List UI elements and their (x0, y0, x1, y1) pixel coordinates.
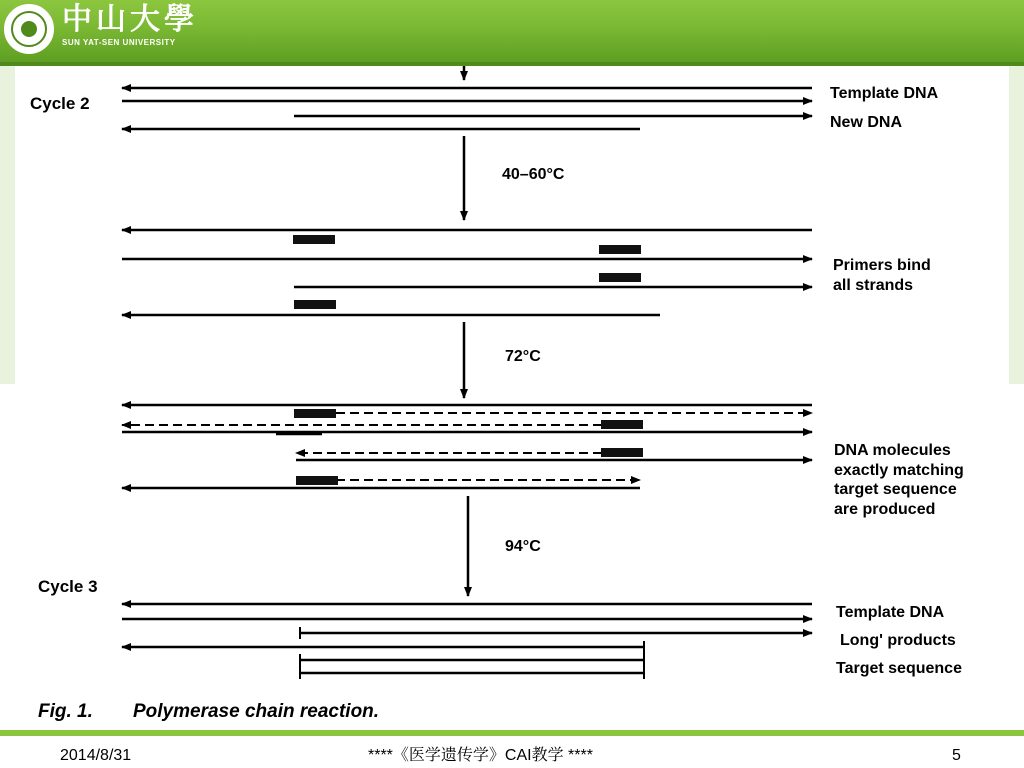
logo-name: 中山大學 (62, 2, 198, 37)
label-exactly-matching: exactly matching (834, 462, 964, 479)
footer-title: ****《医学遗传学》CAI教学 **** (368, 747, 593, 764)
cycle-3-label: Cycle 3 (38, 577, 98, 596)
primer (601, 448, 643, 457)
anneal-temp: 40–60°C (502, 166, 565, 183)
footer-date: 2014/8/31 (60, 747, 132, 764)
primer (296, 476, 338, 485)
primer (294, 300, 336, 309)
label-template-dna: Template DNA (830, 85, 939, 102)
label-target-sequence: Target sequence (836, 660, 962, 677)
denature-temp: 94°C (505, 538, 541, 555)
label-new-dna: New DNA (830, 114, 903, 131)
cycle-2-label: Cycle 2 (30, 94, 90, 113)
extend-temp: 72°C (505, 348, 541, 365)
label-primers-bind: Primers bind (833, 257, 931, 274)
label-target-sequence-line: target sequence (834, 481, 957, 498)
primer (293, 235, 335, 244)
primer (294, 409, 336, 418)
primer (599, 245, 641, 254)
primer (601, 420, 643, 429)
label-template-dna-2: Template DNA (836, 604, 945, 621)
page-number: 5 (952, 747, 961, 764)
figure-caption-prefix: Fig. 1. (38, 701, 93, 722)
label-long-products: Long' products (840, 632, 956, 649)
label-dna-molecules: DNA molecules (834, 442, 951, 459)
figure-caption-text: Polymerase chain reaction. (133, 701, 380, 722)
label-are-produced: are produced (834, 501, 936, 518)
label-all-strands: all strands (833, 277, 914, 294)
logo-subtitle: SUN YAT-SEN UNIVERSITY (62, 38, 176, 47)
primer (599, 273, 641, 282)
